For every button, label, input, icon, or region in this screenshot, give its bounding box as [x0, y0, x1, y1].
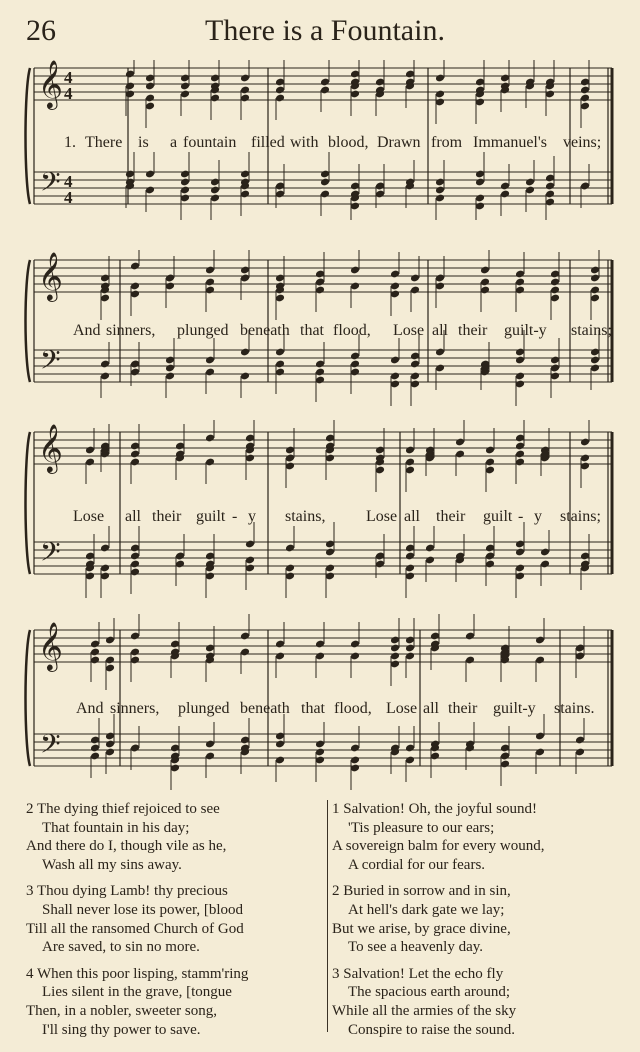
lyric-word: y	[534, 508, 542, 525]
lyric-word: sinners,	[106, 322, 156, 339]
verse-line: 3 Salvation! Let the echo fly	[332, 965, 504, 982]
bass-staff	[34, 542, 612, 574]
lyric-word: Lose	[393, 322, 425, 339]
time-signature: 4	[64, 172, 73, 191]
lyric-word: flood,	[333, 322, 371, 339]
lyric-word: their	[152, 508, 182, 525]
lyric-word: guilt	[196, 508, 226, 525]
verse-line: The spacious earth around;	[348, 984, 511, 1001]
verse	[26, 965, 322, 1039]
lyric-word: plunged	[178, 700, 230, 717]
verse	[332, 965, 628, 1039]
bass-clef-icon: 𝄢	[40, 536, 61, 574]
verse-line: Wash all my sins away.	[42, 856, 182, 873]
treble-clef-icon: 𝄞	[38, 423, 63, 472]
lyric-word: guilt-y	[493, 700, 536, 717]
verse-line: A sovereign balm for every wound,	[332, 838, 545, 855]
lyric-word: all	[423, 700, 439, 717]
lyric-word: filled	[251, 134, 285, 151]
hymn-title: There is a Fountain.	[205, 14, 445, 47]
verse	[332, 800, 628, 874]
treble-clef-icon: 𝄞	[38, 621, 63, 670]
lyric-word: all	[125, 508, 141, 525]
verse-line: Are saved, to sin no more.	[42, 939, 200, 956]
verses-left-column	[26, 800, 322, 1047]
treble-clef-icon: 𝄞	[38, 60, 63, 108]
verse-line: 3 Thou dying Lamb! thy precious	[26, 883, 228, 900]
lyric-word: -	[232, 508, 238, 525]
bass-staff	[34, 350, 612, 382]
verse	[26, 800, 322, 874]
lyric-word: veins;	[563, 134, 602, 151]
time-signature: 4	[64, 68, 73, 87]
verse	[332, 882, 628, 956]
verse-line: While all the armies of the sky	[332, 1002, 517, 1019]
verse-line: 2 The dying thief rejoiced to see	[26, 801, 220, 817]
lyric-word: their	[458, 322, 488, 339]
lyric-word: all	[432, 322, 448, 339]
verse-line: That fountain in his day;	[42, 819, 190, 836]
lyric-word: their	[436, 508, 466, 525]
system-brace	[26, 432, 31, 574]
lyric-word: There	[85, 134, 123, 151]
lyric-word: stains,	[285, 508, 326, 525]
bass-clef-icon: 𝄢	[40, 728, 61, 766]
verse-line: 1 Salvation! Oh, the joyful sound!	[332, 801, 537, 817]
lyric-word: -	[518, 508, 524, 525]
verse-line: Lies silent in the grave, [tongue	[42, 984, 232, 1001]
lyric-word: is	[138, 134, 149, 151]
time-signature: 4	[64, 84, 73, 103]
lyric-word: stains;	[560, 508, 601, 525]
page-number: 26	[26, 14, 56, 47]
lyric-word: fountain	[183, 134, 237, 151]
verse-line: Conspire to raise the sound.	[348, 1021, 516, 1038]
verse-number: 1.	[64, 134, 76, 151]
lyric-word: that	[300, 322, 324, 339]
lyric-word: guilt-y	[504, 322, 547, 339]
lyric-word: a	[170, 134, 178, 151]
treble-staff	[34, 432, 612, 464]
lyric-word: Immanuel's	[473, 134, 547, 151]
verse-line: To see a heavenly day.	[348, 939, 483, 956]
verses-right-column	[332, 800, 628, 1047]
lyric-word: their	[448, 700, 478, 717]
verse	[26, 882, 322, 956]
lyric-word: y	[248, 508, 256, 525]
lyric-word: And	[73, 322, 101, 339]
verse-line: I'll sing thy power to save.	[42, 1021, 201, 1038]
lyric-word: stains.	[554, 700, 595, 717]
lyric-word: all	[404, 508, 420, 525]
treble-clef-icon: 𝄞	[38, 251, 63, 300]
lyric-word: stains;	[571, 322, 612, 339]
lyric-word: flood,	[334, 700, 372, 717]
lyric-word: Lose	[386, 700, 418, 717]
lyric-word: And	[76, 700, 104, 717]
lyric-word: beneath	[240, 700, 290, 717]
lyric-word: from	[431, 134, 463, 151]
time-signature: 4	[64, 188, 73, 207]
lyric-word: guilt	[483, 508, 513, 525]
lyric-word: plunged	[177, 322, 229, 339]
lyric-word: Lose	[366, 508, 398, 525]
verse-line: Till all the ransomed Church of God	[26, 920, 244, 937]
bass-clef-icon: 𝄢	[40, 344, 61, 382]
system-brace	[26, 260, 31, 382]
lyric-word: beneath	[240, 322, 290, 339]
verse-line: Shall never lose its power, [blood	[42, 901, 244, 918]
verse-line: Then, in a nobler, sweeter song,	[26, 1002, 218, 1019]
column-divider	[327, 800, 328, 1032]
verse-line: 2 Buried in sorrow and in sin,	[332, 883, 511, 900]
lyric-word: with	[290, 134, 319, 151]
lyric-word: blood,	[328, 134, 369, 151]
system-brace	[26, 630, 31, 766]
verse-line: At hell's dark gate we lay;	[348, 901, 505, 918]
verse-line: And there do I, though vile as he,	[26, 838, 227, 855]
bass-clef-icon: 𝄢	[40, 166, 61, 204]
verse-line: 'Tis pleasure to our ears;	[348, 819, 495, 836]
lyric-word: Drawn	[377, 134, 421, 151]
system-brace	[26, 68, 31, 204]
verse-line: 4 When this poor lisping, stamm'ring	[26, 965, 249, 982]
treble-staff	[34, 260, 612, 292]
lyric-word: sinners,	[110, 700, 160, 717]
verse-line: But we arise, by grace divine,	[332, 920, 511, 937]
lyric-word: that	[301, 700, 325, 717]
verse-line: A cordial for our fears.	[348, 856, 486, 873]
lyric-word: Lose	[73, 508, 105, 525]
